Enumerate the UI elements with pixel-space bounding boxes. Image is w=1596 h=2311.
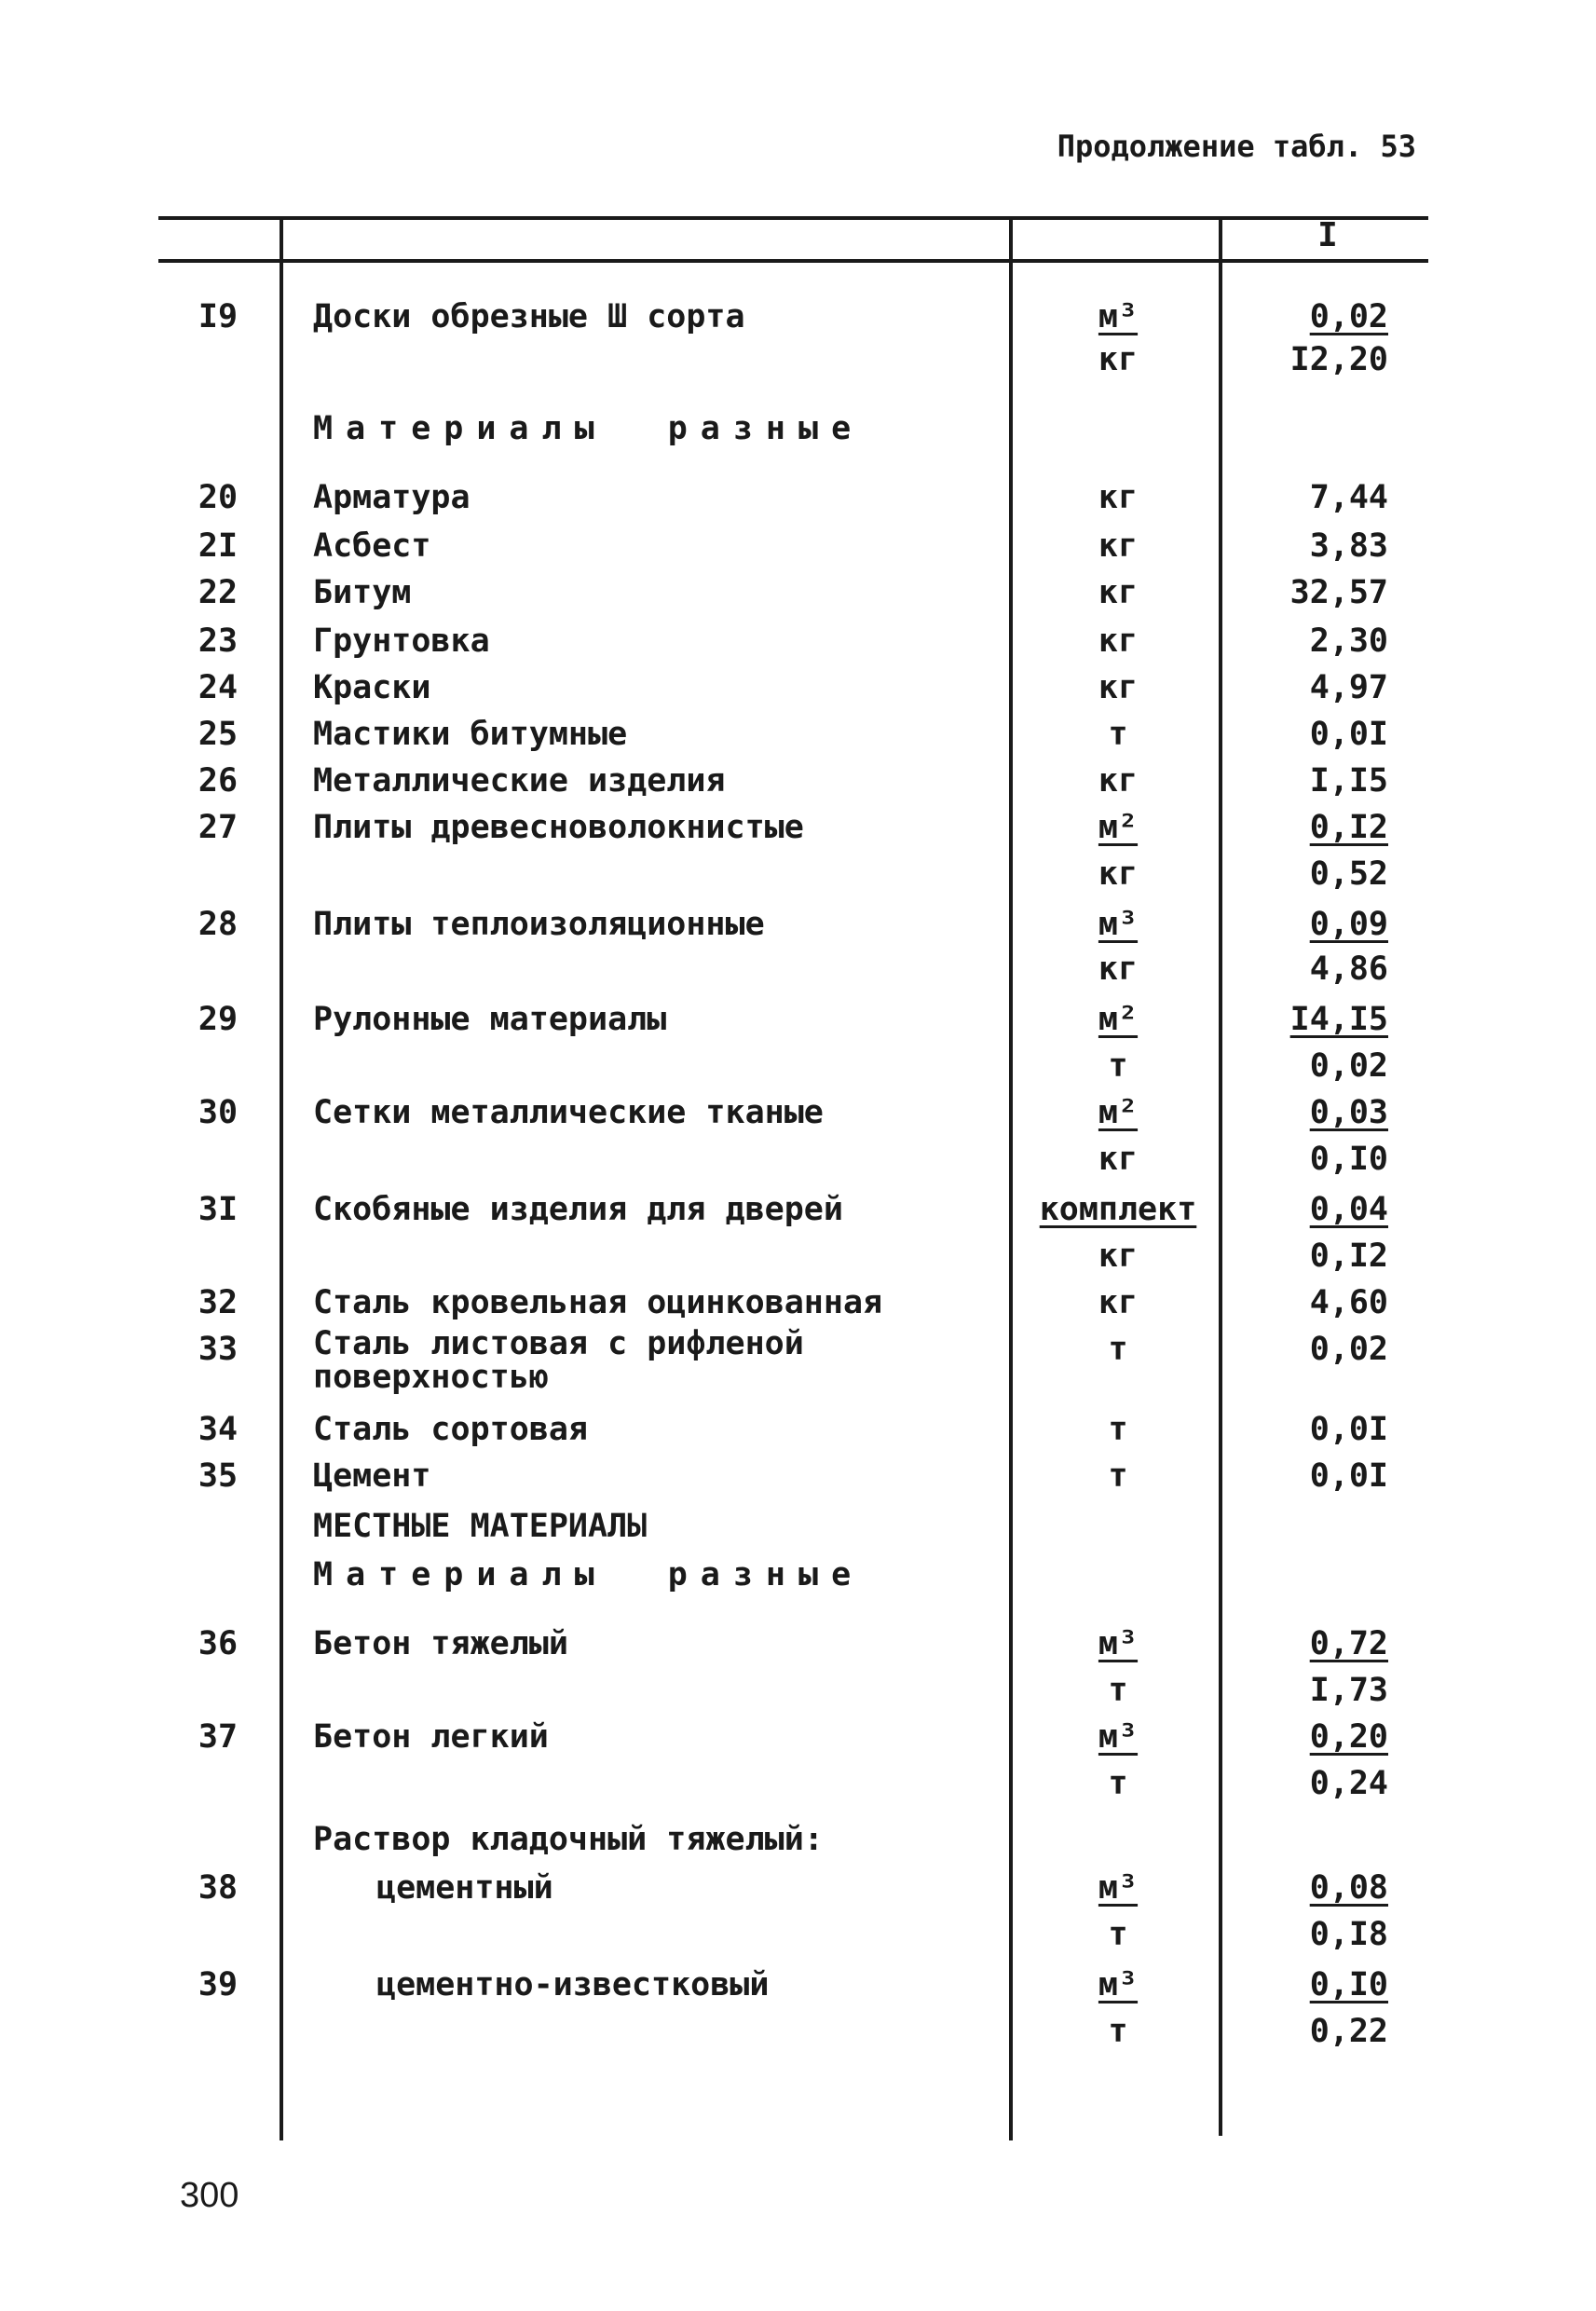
row-value: 4,97 — [1309, 669, 1388, 706]
row-value: 0,08 — [1309, 1869, 1388, 1907]
row-number: 30 — [198, 1094, 239, 1131]
table-row — [0, 1187, 1596, 1236]
row-value: 0,I2 — [1309, 809, 1388, 846]
row-number: 3I — [198, 1191, 239, 1228]
table-row — [0, 1866, 1596, 1914]
row-number: 36 — [198, 1625, 239, 1662]
row-name: Доски обрезные Ш сорта — [313, 298, 745, 335]
row-unit: кг — [1098, 622, 1139, 660]
row-name: Мастики битумные — [313, 716, 628, 753]
table-header-rule — [158, 259, 1428, 263]
table-row — [0, 1504, 1596, 1552]
row-name: Сталь кровельная оцинкованная — [313, 1284, 883, 1321]
row-unit: кг — [1098, 855, 1139, 893]
row-unit: т — [1108, 1765, 1128, 1802]
row-unit: м³ — [1098, 298, 1139, 335]
table-row — [0, 2009, 1596, 2058]
row-value: I4,I5 — [1289, 1001, 1388, 1038]
row-unit: кг — [1098, 1141, 1139, 1178]
table-row — [0, 1090, 1596, 1139]
row-value: 0,02 — [1309, 298, 1388, 335]
row-number: 32 — [198, 1284, 239, 1321]
table-row — [0, 1280, 1596, 1329]
row-unit: м³ — [1098, 1625, 1139, 1662]
row-name: Асбест — [313, 527, 431, 565]
row-unit: кг — [1098, 479, 1139, 516]
table-row — [0, 1962, 1596, 2011]
table-row — [0, 1234, 1596, 1282]
table-top-rule — [158, 216, 1428, 220]
row-number: 34 — [198, 1411, 239, 1448]
table-row — [0, 997, 1596, 1046]
row-unit: кг — [1098, 574, 1139, 611]
row-value: 4,86 — [1309, 950, 1388, 988]
row-unit: кг — [1098, 527, 1139, 565]
row-unit: кг — [1098, 762, 1139, 800]
table-row — [0, 852, 1596, 900]
row-unit: т — [1108, 1916, 1128, 1953]
table-row — [0, 294, 1596, 343]
row-value: 4,60 — [1309, 1284, 1388, 1321]
table-row — [0, 759, 1596, 807]
row-unit: м³ — [1098, 906, 1139, 943]
row-unit: м² — [1098, 1001, 1139, 1038]
table-row — [0, 902, 1596, 950]
row-value: I2,20 — [1289, 341, 1388, 378]
row-value: 0,0I — [1309, 1457, 1388, 1495]
row-name: Скобяные изделия для дверей — [313, 1191, 843, 1228]
row-unit: м³ — [1098, 1869, 1139, 1907]
row-value: 0,04 — [1309, 1191, 1388, 1228]
row-value: 0,72 — [1309, 1625, 1388, 1662]
row-unit: т — [1108, 1047, 1128, 1085]
row-unit: кг — [1098, 1284, 1139, 1321]
row-number: 33 — [198, 1331, 239, 1368]
row-unit: кг — [1098, 341, 1139, 378]
row-value: 0,0I — [1309, 716, 1388, 753]
row-value: 0,I2 — [1309, 1238, 1388, 1275]
row-value: 0,I0 — [1309, 1141, 1388, 1178]
row-unit: м² — [1098, 809, 1139, 846]
table-row — [0, 1668, 1596, 1716]
table-row — [0, 1621, 1596, 1670]
row-name: Сталь сортовая — [313, 1411, 589, 1448]
row-name: Плиты древесноволокнистые — [313, 809, 804, 846]
row-name: Сталь листовая с рифленой — [313, 1325, 804, 1362]
row-value: 0,03 — [1309, 1094, 1388, 1131]
row-name: Рулонные материалы — [313, 1001, 667, 1038]
row-name-continued: поверхностью — [313, 1359, 549, 1396]
row-name: Грунтовка — [313, 622, 490, 660]
row-value: 0,52 — [1309, 855, 1388, 893]
header-column-number: I — [1317, 216, 1338, 254]
row-name: цементно-известковый — [376, 1966, 770, 2003]
row-unit: т — [1108, 2013, 1128, 2050]
table-row — [0, 524, 1596, 572]
row-number: 22 — [198, 574, 239, 611]
row-value: 0,24 — [1309, 1765, 1388, 1802]
row-name: Материалы разные — [313, 1556, 865, 1593]
row-number: 38 — [198, 1869, 239, 1907]
row-value: 2,30 — [1309, 622, 1388, 660]
row-value: 0,22 — [1309, 2013, 1388, 2050]
table-row — [0, 1912, 1596, 1961]
row-number: 23 — [198, 622, 239, 660]
row-unit: т — [1108, 1457, 1128, 1495]
row-value: I,73 — [1309, 1672, 1388, 1709]
row-unit: кг — [1098, 669, 1139, 706]
table-row — [0, 947, 1596, 995]
row-name: Краски — [313, 669, 431, 706]
row-value: 0,I0 — [1309, 1966, 1388, 2003]
row-name: Плиты теплоизоляционные — [313, 906, 765, 943]
row-number: 37 — [198, 1718, 239, 1756]
table-caption: Продолжение табл. 53 — [1057, 129, 1416, 164]
row-value: 0,09 — [1309, 906, 1388, 943]
table-row — [0, 1137, 1596, 1185]
row-name: Материалы разные — [313, 410, 865, 447]
row-number: 24 — [198, 669, 239, 706]
table-row — [0, 1552, 1596, 1601]
row-number: 20 — [198, 479, 239, 516]
table-row — [0, 1817, 1596, 1866]
row-number: 27 — [198, 809, 239, 846]
row-number: 26 — [198, 762, 239, 800]
table-row — [0, 406, 1596, 455]
page-number: 300 — [180, 2176, 239, 2215]
row-unit: м³ — [1098, 1966, 1139, 2003]
row-name: Сетки металлические тканые — [313, 1094, 824, 1131]
row-name: Арматура — [313, 479, 471, 516]
table-row — [0, 712, 1596, 760]
row-number: 2I — [198, 527, 239, 565]
row-unit: кг — [1098, 1238, 1139, 1275]
table-row — [0, 1454, 1596, 1502]
row-number: 39 — [198, 1966, 239, 2003]
row-name: Бетон легкий — [313, 1718, 549, 1756]
row-name: Битум — [313, 574, 412, 611]
row-unit: м³ — [1098, 1718, 1139, 1756]
row-unit: кг — [1098, 950, 1139, 988]
row-unit: т — [1108, 716, 1128, 753]
table-row — [0, 1715, 1596, 1763]
row-value: 7,44 — [1309, 479, 1388, 516]
row-value: 0,02 — [1309, 1331, 1388, 1368]
table-row — [0, 1761, 1596, 1810]
row-unit: т — [1108, 1411, 1128, 1448]
row-name: Бетон тяжелый — [313, 1625, 568, 1662]
table-row — [0, 665, 1596, 714]
table-row — [0, 1044, 1596, 1092]
table-row — [0, 1407, 1596, 1456]
table-row — [0, 570, 1596, 619]
table-row — [0, 337, 1596, 386]
row-value: 0,0I — [1309, 1411, 1388, 1448]
row-unit: комплект — [1039, 1191, 1197, 1228]
row-number: 25 — [198, 716, 239, 753]
row-value: 0,20 — [1309, 1718, 1388, 1756]
row-value: 32,57 — [1289, 574, 1388, 611]
row-unit: м² — [1098, 1094, 1139, 1131]
row-name: цементный — [376, 1869, 553, 1907]
row-name: Цемент — [313, 1457, 431, 1495]
row-value: 0,02 — [1309, 1047, 1388, 1085]
table-row — [0, 475, 1596, 524]
row-name: Раствор кладочный тяжелый: — [313, 1821, 824, 1858]
row-value: I,I5 — [1309, 762, 1388, 800]
table-row — [0, 1325, 1596, 1396]
table-row — [0, 805, 1596, 854]
row-unit: т — [1108, 1672, 1128, 1709]
row-name: МЕСТНЫЕ МАТЕРИАЛЫ — [313, 1508, 648, 1545]
row-value: 3,83 — [1309, 527, 1388, 565]
table-row — [0, 619, 1596, 667]
row-number: 35 — [198, 1457, 239, 1495]
row-unit: т — [1108, 1331, 1128, 1368]
row-number: 29 — [198, 1001, 239, 1038]
row-name: Металлические изделия — [313, 762, 726, 800]
row-value: 0,I8 — [1309, 1916, 1388, 1953]
row-number: I9 — [198, 298, 239, 335]
row-number: 28 — [198, 906, 239, 943]
